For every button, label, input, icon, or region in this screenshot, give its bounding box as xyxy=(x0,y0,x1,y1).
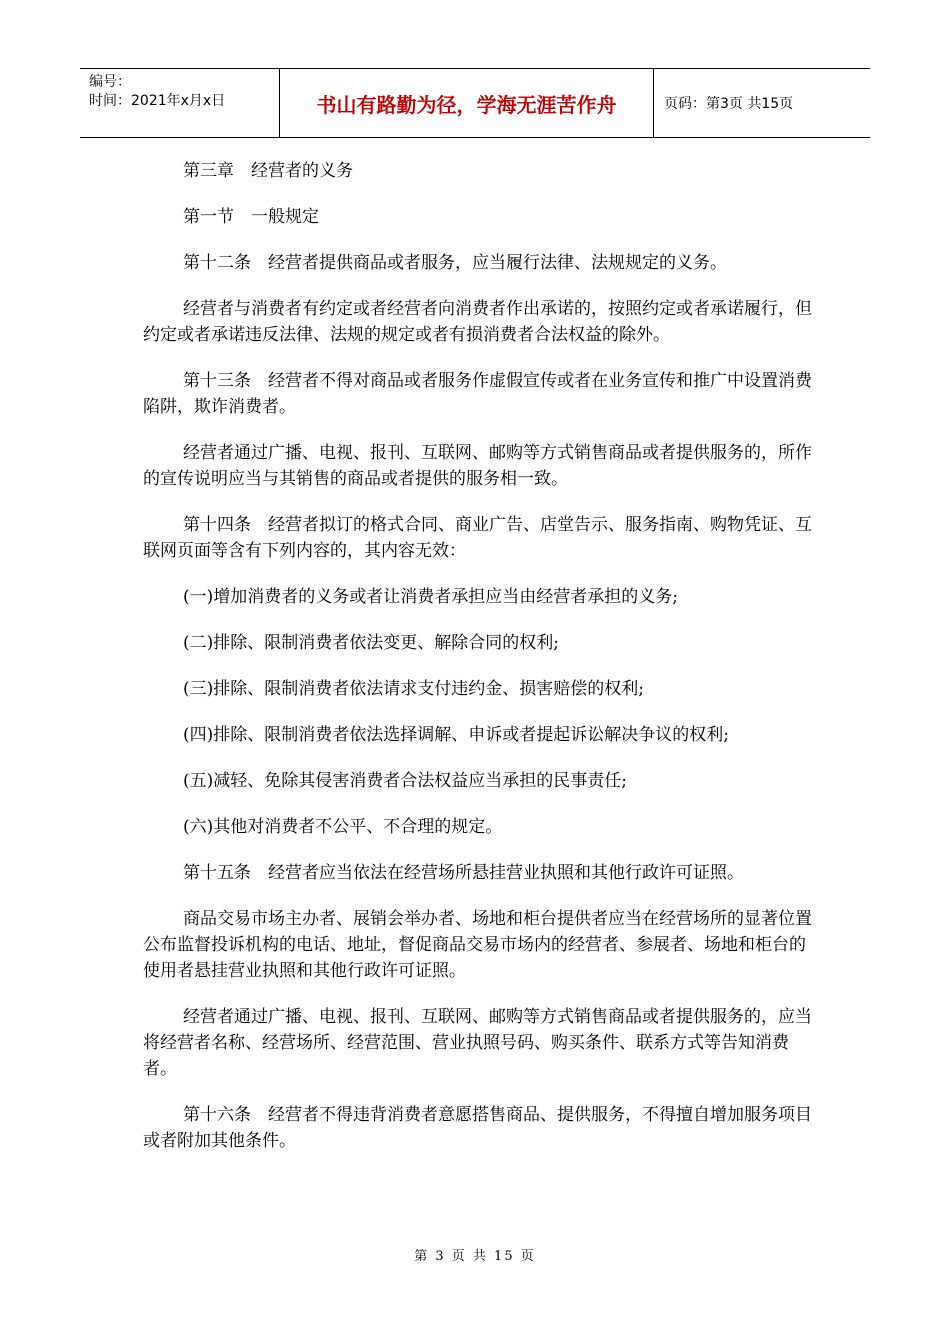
page-footer: 第 3 页 共 15 页 xyxy=(414,1249,536,1264)
document-number-label: 编号： xyxy=(89,74,131,90)
paragraph: 经营者通过广播、电视、报刊、互联网、邮购等方式销售商品或者提供服务的，所作的宣传说明应当与其销售的商品或者提供的服务相一致。 xyxy=(143,443,812,489)
article-14: 第十四条 经营者拟订的格式合同、商业广告、店堂告示、服务指南、购物凭证、互联网页面等含有下列内容的，其内容无效： xyxy=(143,515,812,561)
list-item: (二)排除、限制消费者依法变更、解除合同的权利; xyxy=(183,633,559,653)
header-meta xyxy=(80,69,280,137)
header-motto: 书山有路勤为径，学海无涯苦作舟 xyxy=(280,69,654,137)
section-heading: 第一节 一般规定 xyxy=(183,207,319,227)
list-item: (五)减轻、免除其侵害消费者合法权益应当承担的民事责任; xyxy=(183,771,627,791)
list-item: (一)增加消费者的义务或者让消费者承担应当由经营者承担的义务; xyxy=(183,587,678,607)
header-page-info: 页码：第3页 共15页 xyxy=(664,96,794,112)
article-15: 第十五条 经营者应当依法在经营场所悬挂营业执照和其他行政许可证照。 xyxy=(183,863,744,883)
article-16: 第十六条 经营者不得违背消费者意愿搭售商品、提供服务，不得擅自增加服务项目或者附加其他条件。 xyxy=(143,1105,812,1151)
list-item: (三)排除、限制消费者依法请求支付违约金、损害赔偿的权利; xyxy=(183,679,644,699)
paragraph: 商品交易市场主办者、展销会举办者、场地和柜台提供者应当在经营场所的显著位置公布监督投诉机构的电话、地址，督促商品交易市场内的经营者、参展者、场地和柜台的使用者悬挂营业执照和其他行政许可证照。 xyxy=(143,909,812,981)
paragraph: 经营者与消费者有约定或者经营者向消费者作出承诺的，按照约定或者承诺履行，但约定或者承诺违反法律、法规的规定或者有损消费者合法权益的除外。 xyxy=(143,299,812,345)
document-body xyxy=(143,158,813,1174)
chapter-heading: 第三章 经营者的义务 xyxy=(183,161,353,181)
list-item: (六)其他对消费者不公平、不合理的规定。 xyxy=(183,817,503,837)
article-13: 第十三条 经营者不得对商品或者服务作虚假宣传或者在业务宣传和推广中设置消费陷阱，欺诈消费者。 xyxy=(143,371,812,417)
page-header xyxy=(80,68,870,138)
document-date: 时间：2021年x月x日 xyxy=(89,93,226,109)
list-item: (四)排除、限制消费者依法选择调解、申诉或者提起诉讼解决争议的权利; xyxy=(183,725,729,745)
article-12: 第十二条 经营者提供商品或者服务，应当履行法律、法规规定的义务。 xyxy=(183,253,727,273)
paragraph: 经营者通过广播、电视、报刊、互联网、邮购等方式销售商品或者提供服务的，应当将经营者名称、经营场所、经营范围、营业执照号码、购买条件、联系方式等告知消费者。 xyxy=(143,1007,812,1079)
